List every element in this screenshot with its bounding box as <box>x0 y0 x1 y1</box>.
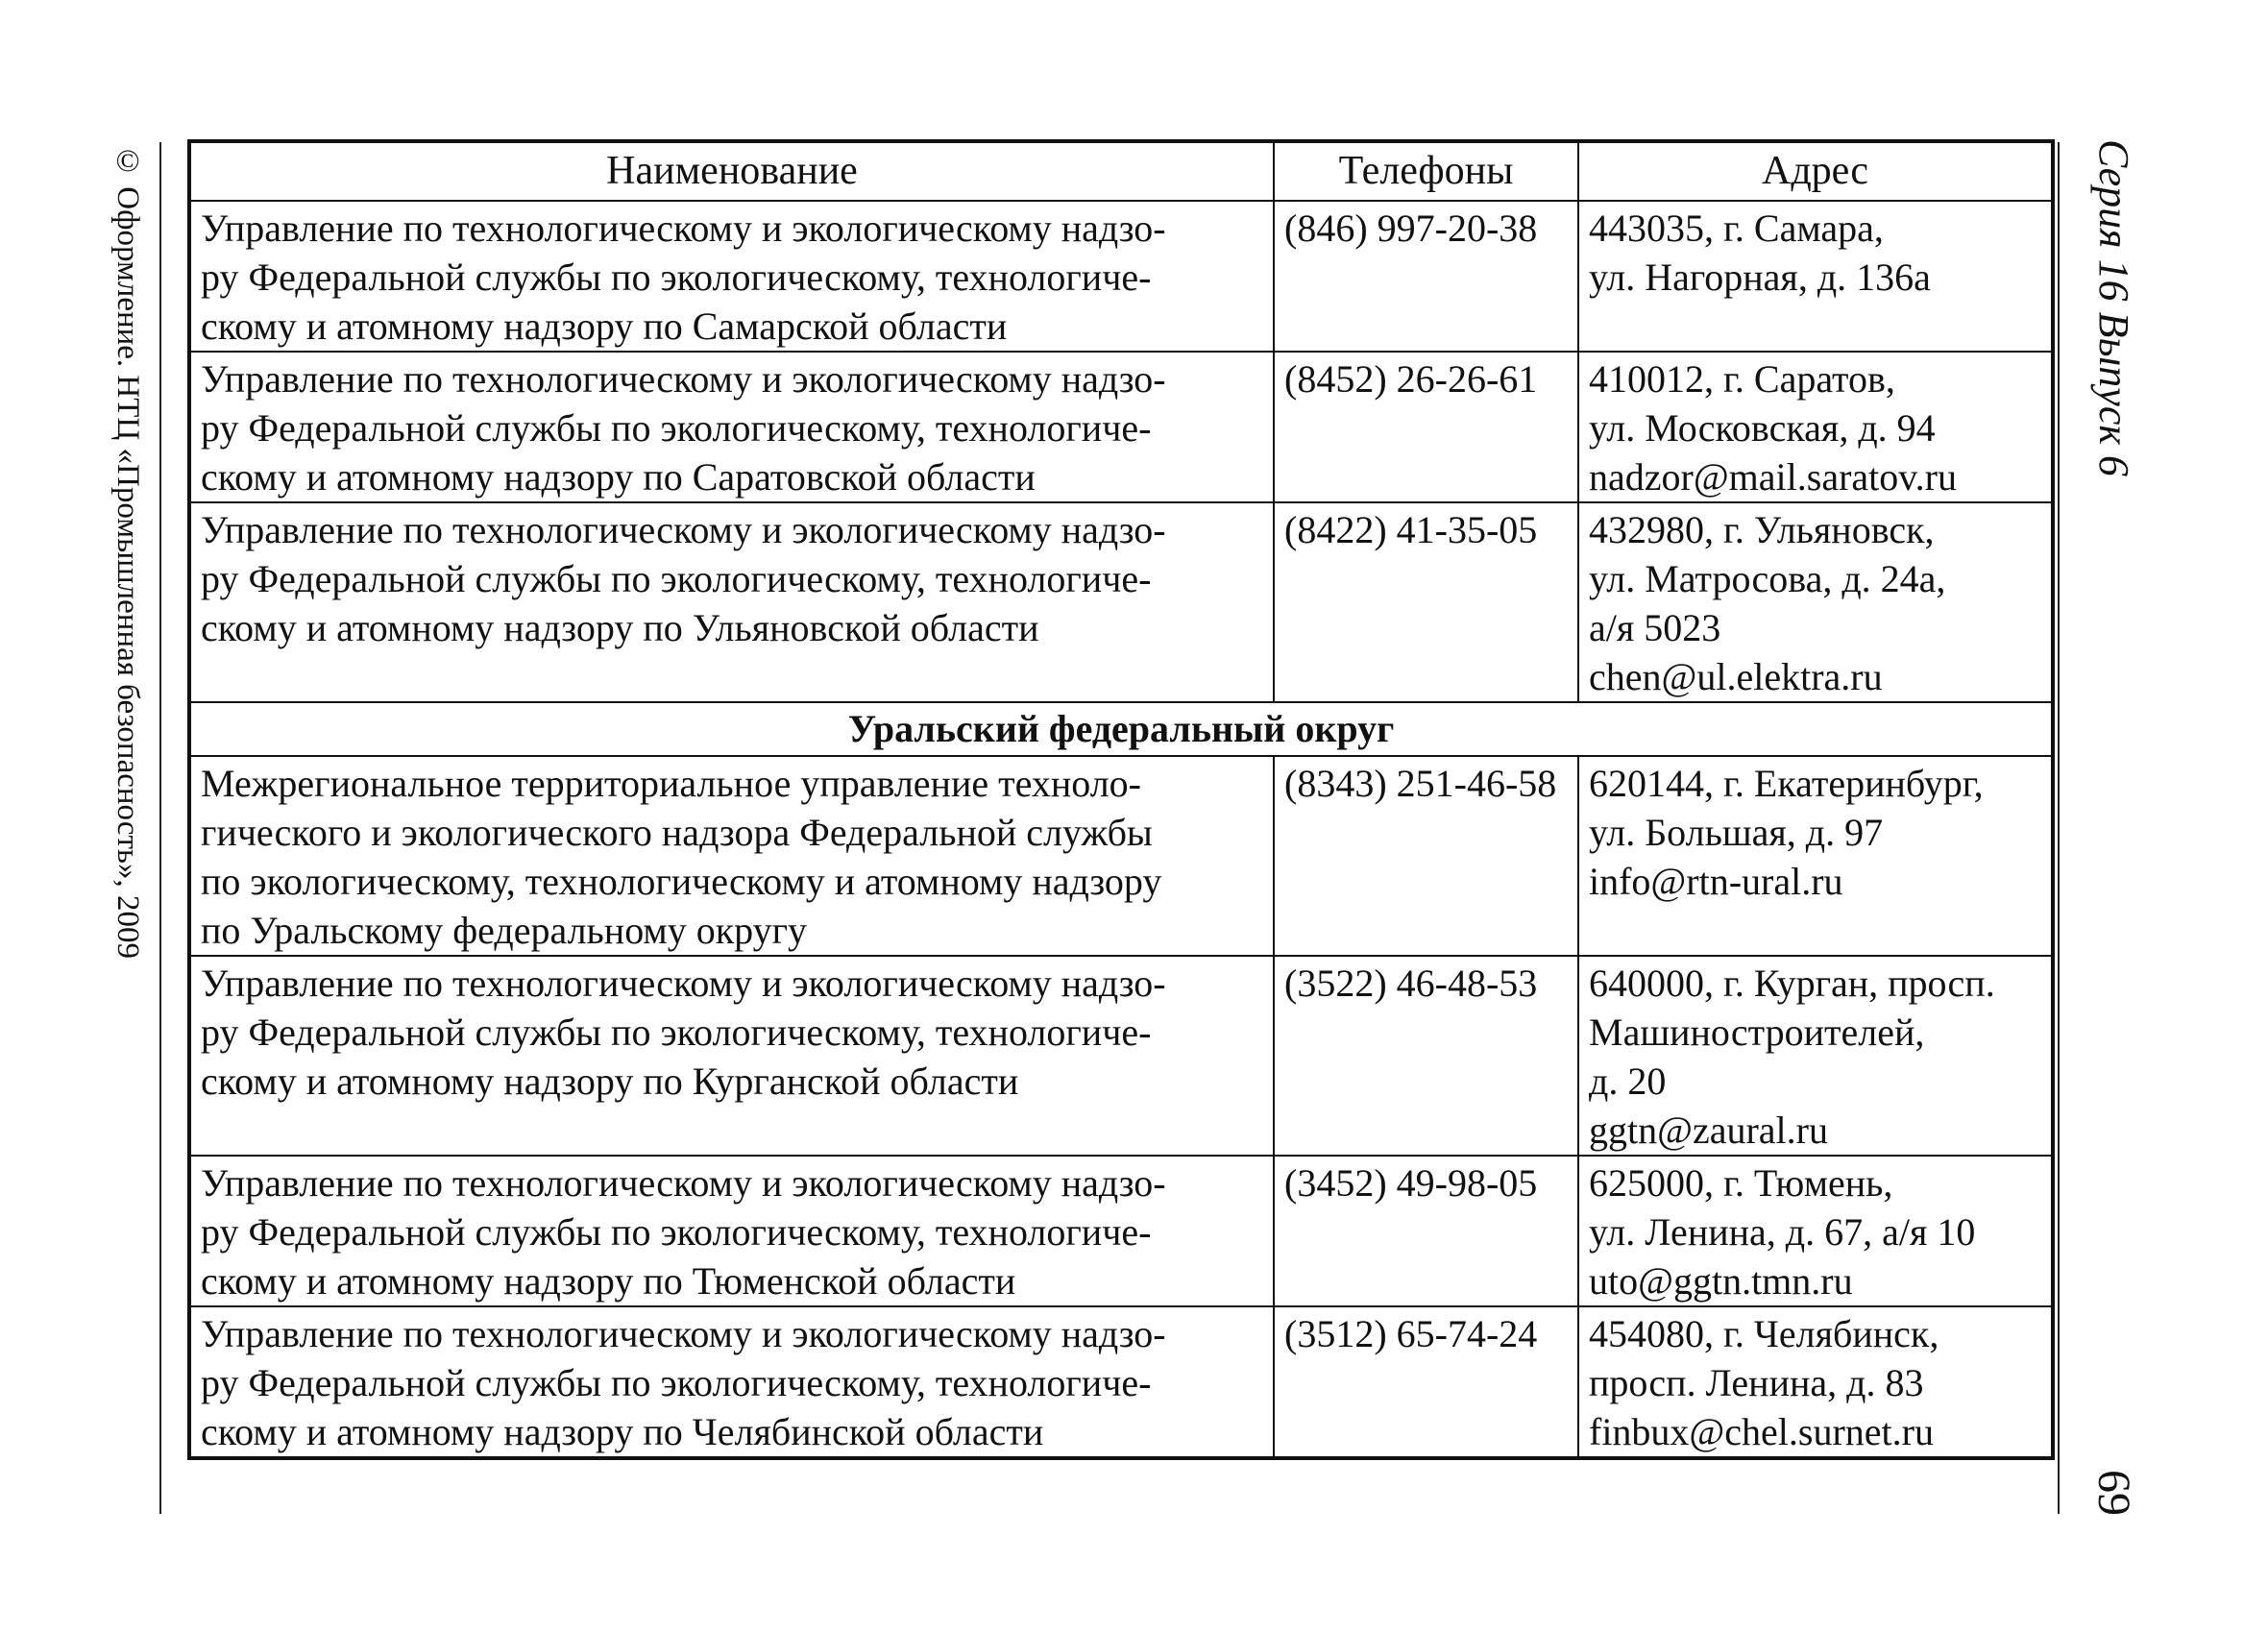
organization-name-line: по Уральскому федеральному округу <box>201 909 808 952</box>
organization-name-cell <box>189 502 1274 702</box>
organization-name-line: ру Федеральной службы по экологическому, технологиче- <box>201 406 1152 450</box>
organization-name-line: скому и атомному надзору по Ульяновской области <box>201 606 1039 649</box>
section-title: Уральский федеральный округ <box>189 702 2053 756</box>
address-line: 454080, г. Челябинск, <box>1589 1312 1939 1355</box>
table-body-before <box>189 201 2053 702</box>
organization-name-line: по экологическому, технологическому и атомному надзору <box>201 860 1162 903</box>
organization-name-line: Управление по технологическому и экологическому надзо- <box>201 1161 1166 1205</box>
organization-name-line: гического и экологического надзора Федеральной службы <box>201 811 1153 854</box>
address-cell <box>1578 352 2053 502</box>
table-header-row <box>189 141 2053 201</box>
organization-name-line: Управление по технологическому и экологическому надзо- <box>201 207 1166 250</box>
table-row <box>189 756 2053 956</box>
address-line: chen@ul.elektra.ru <box>1589 655 1883 698</box>
header-address: Адрес <box>1578 141 2053 201</box>
section-body <box>189 702 2053 756</box>
organization-name-line: ру Федеральной службы по экологическому, технологиче- <box>201 1011 1152 1054</box>
table-row <box>189 956 2053 1156</box>
right-margin-rule <box>2058 142 2060 1514</box>
address-line: просп. Ленина, д. 83 <box>1589 1361 1924 1404</box>
contacts-table <box>187 139 2055 1460</box>
organization-name-cell <box>189 201 1274 352</box>
copyright-note: © Оформление. НТЦ «Промышленная безопасность», 2009 <box>110 144 145 959</box>
table-row <box>189 1306 2053 1458</box>
header-name: Наименование <box>189 141 1274 201</box>
address-line: ул. Нагорная, д. 136а <box>1589 256 1931 299</box>
organization-name-line: Управление по технологическому и экологическому надзо- <box>201 357 1166 401</box>
table-row <box>189 1156 2053 1306</box>
address-line: 640000, г. Курган, просп. <box>1589 962 1995 1005</box>
address-line: Машиностроителей, <box>1589 1011 1925 1054</box>
address-line: д. 20 <box>1589 1060 1667 1103</box>
table-row <box>189 352 2053 502</box>
organization-name-cell <box>189 956 1274 1156</box>
organization-name-line: скому и атомному надзору по Челябинской области <box>201 1410 1044 1453</box>
organization-name-cell <box>189 756 1274 956</box>
organization-name-line: Управление по технологическому и экологическому надзо- <box>201 508 1166 551</box>
page-number: 69 <box>2088 1470 2139 1516</box>
series-title: Серия 16 Выпуск 6 <box>2090 139 2137 476</box>
address-line: finbux@chel.surnet.ru <box>1589 1410 1934 1453</box>
header-phone: Телефоны <box>1274 141 1578 201</box>
address-line: 443035, г. Самара, <box>1589 207 1884 250</box>
address-cell <box>1578 1156 2053 1306</box>
phone-cell: (846) 997-20-38 <box>1274 201 1578 352</box>
phone-cell: (8422) 41-35-05 <box>1274 502 1578 702</box>
address-line: 620144, г. Екатеринбург, <box>1589 762 1984 805</box>
organization-name-line: ру Федеральной службы по экологическому, технологиче- <box>201 256 1152 299</box>
organization-name-line: скому и атомному надзору по Курганской области <box>201 1060 1019 1103</box>
organization-name-line: скому и атомному надзору по Тюменской области <box>201 1259 1016 1303</box>
section-row <box>189 702 2053 756</box>
address-line: а/я 5023 <box>1589 606 1721 649</box>
address-line: ул. Московская, д. 94 <box>1589 406 1936 450</box>
organization-name-line: скому и атомному надзору по Самарской области <box>201 305 1008 348</box>
organization-name-line: ру Федеральной службы по экологическому, технологиче- <box>201 557 1152 600</box>
address-cell <box>1578 1306 2053 1458</box>
address-cell <box>1578 201 2053 352</box>
address-line: 410012, г. Саратов, <box>1589 357 1895 401</box>
address-line: info@rtn-ural.ru <box>1589 860 1843 903</box>
organization-name-line: скому и атомному надзору по Саратовской области <box>201 455 1036 499</box>
organization-name-cell <box>189 1156 1274 1306</box>
left-margin-rule <box>159 142 161 1514</box>
phone-cell: (3512) 65-74-24 <box>1274 1306 1578 1458</box>
address-line: ул. Матросова, д. 24а, <box>1589 557 1946 600</box>
address-line: ул. Большая, д. 97 <box>1589 811 1884 854</box>
table-row <box>189 502 2053 702</box>
address-cell <box>1578 756 2053 956</box>
phone-cell: (3522) 46-48-53 <box>1274 956 1578 1156</box>
address-line: ggtn@zaural.ru <box>1589 1109 1828 1152</box>
organization-name-cell <box>189 1306 1274 1458</box>
organization-name-line: ру Федеральной службы по экологическому, технологиче- <box>201 1361 1152 1404</box>
address-line: 625000, г. Тюмень, <box>1589 1161 1893 1205</box>
phone-cell: (8452) 26-26-61 <box>1274 352 1578 502</box>
address-line: ул. Ленина, д. 67, а/я 10 <box>1589 1210 1976 1254</box>
organization-name-line: Межрегиональное территориальное управление техноло- <box>201 762 1141 805</box>
organization-name-line: Управление по технологическому и экологическому надзо- <box>201 962 1166 1005</box>
phone-cell: (3452) 49-98-05 <box>1274 1156 1578 1306</box>
address-cell <box>1578 956 2053 1156</box>
table-row <box>189 201 2053 352</box>
address-cell <box>1578 502 2053 702</box>
phone-cell: (8343) 251-46-58 <box>1274 756 1578 956</box>
address-line: nadzor@mail.saratov.ru <box>1589 455 1957 499</box>
address-line: 432980, г. Ульяновск, <box>1589 508 1935 551</box>
table-body-after <box>189 756 2053 1458</box>
organization-name-cell <box>189 352 1274 502</box>
organization-name-line: ру Федеральной службы по экологическому, технологиче- <box>201 1210 1152 1254</box>
address-line: uto@ggtn.tmn.ru <box>1589 1259 1853 1303</box>
organization-name-line: Управление по технологическому и экологическому надзо- <box>201 1312 1166 1355</box>
